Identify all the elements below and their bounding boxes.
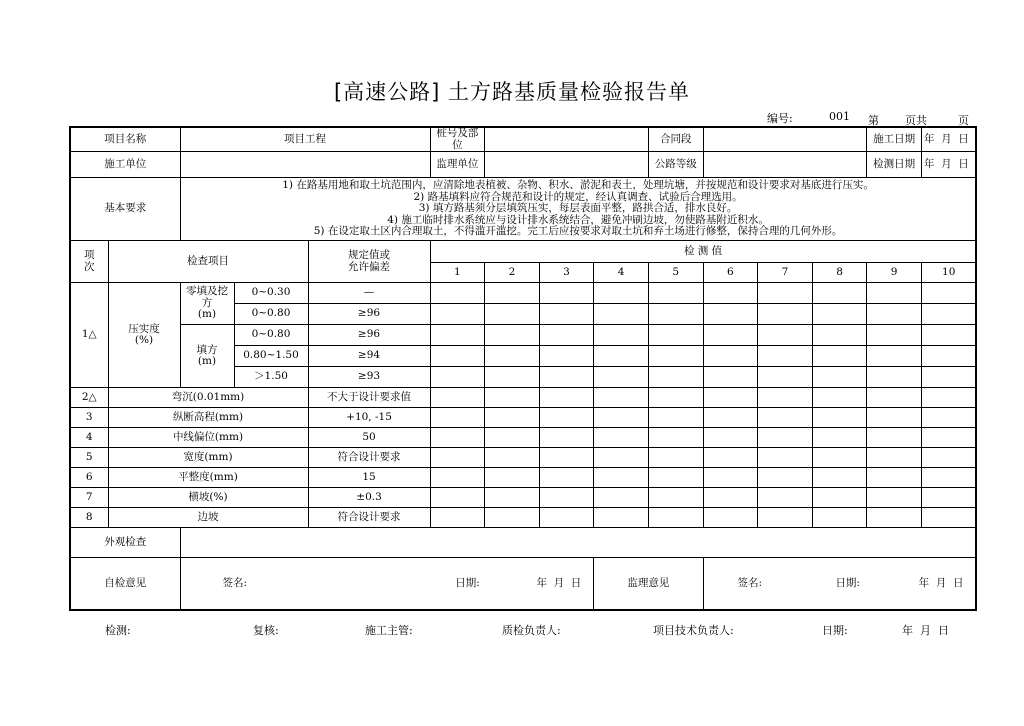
fill-label: 填方 (m)	[180, 325, 234, 388]
page-mid-text: 页共	[905, 114, 927, 127]
measurement-cell[interactable]	[921, 448, 976, 468]
spec-header: 规定值或 允许偏差	[308, 241, 430, 283]
item-no: 5	[70, 448, 108, 468]
measurement-cell[interactable]	[648, 408, 703, 428]
measurement-cell[interactable]	[648, 508, 703, 528]
measurement-cell[interactable]	[485, 428, 540, 448]
item-spec: 15	[308, 468, 430, 488]
measurement-cell[interactable]	[812, 367, 867, 388]
item-no: 3	[70, 408, 108, 428]
self-check-sign-label: 签名:	[222, 576, 248, 589]
measurement-cell[interactable]	[812, 283, 867, 304]
measurement-cell[interactable]	[485, 325, 540, 346]
table-row	[70, 468, 976, 488]
footer-inspector: 检测:	[105, 624, 131, 637]
spec-cell: ≥96	[308, 304, 430, 325]
measurement-cell[interactable]	[867, 408, 922, 428]
measurement-cell[interactable]	[648, 448, 703, 468]
item-spec: +10, -15	[308, 408, 430, 428]
measurement-cell[interactable]	[867, 283, 922, 304]
measured-values-header: 检 测 值	[430, 241, 976, 263]
measurement-cell[interactable]	[921, 488, 976, 508]
footer-qc-manager: 质检负责人:	[502, 624, 561, 637]
check-item-header: 检查项目	[108, 241, 308, 283]
measurement-cell[interactable]	[703, 468, 758, 488]
measurement-cell[interactable]	[758, 448, 813, 468]
item-name: 横坡(%)	[108, 488, 308, 508]
measurement-cell[interactable]	[594, 448, 649, 468]
spec-cell: —	[308, 283, 430, 304]
measurement-cell[interactable]	[758, 367, 813, 388]
measurement-cell[interactable]	[539, 508, 594, 528]
measurement-cell[interactable]	[921, 388, 976, 408]
measurement-cell[interactable]	[812, 448, 867, 468]
measurement-cell[interactable]	[648, 304, 703, 325]
item-name: 中线偏位(mm)	[108, 428, 308, 448]
measurement-cell[interactable]	[594, 428, 649, 448]
footer-date-label: 日期:	[822, 624, 848, 637]
measurement-cell[interactable]	[921, 346, 976, 367]
measurement-cell[interactable]	[430, 325, 485, 346]
measurement-number-header: 1	[430, 263, 485, 283]
measurement-cell[interactable]	[594, 283, 649, 304]
requirement-line: 3) 填方路基须分层填筑压实，每层表面平整，路拱合适，排水良好。	[418, 202, 738, 215]
supervision-box[interactable]	[703, 558, 976, 610]
table-row	[70, 388, 976, 408]
project-name-value[interactable]: 项目工程	[180, 127, 430, 152]
depth-cell: ＞1.50	[234, 367, 308, 388]
zero-fill-label: 零填及挖 方 (m)	[180, 283, 234, 325]
station-label: 桩号及部位	[430, 127, 485, 152]
measurement-cell[interactable]	[594, 488, 649, 508]
item-no: 7	[70, 488, 108, 508]
measurement-cell[interactable]	[703, 488, 758, 508]
measurement-cell[interactable]	[921, 428, 976, 448]
footer-site-manager: 施工主管:	[365, 624, 413, 637]
supervision-label: 监理意见	[594, 558, 703, 610]
footer-date-ymd: 年 月 日	[902, 624, 949, 637]
item-name: 纵断高程(mm)	[108, 408, 308, 428]
appearance-value[interactable]	[180, 528, 976, 558]
measurement-cell[interactable]	[648, 346, 703, 367]
report-number-value: 001	[829, 110, 850, 123]
footer-tech-manager: 项目技术负责人:	[653, 624, 734, 637]
table-row	[70, 508, 976, 528]
project-name-label: 项目名称	[70, 127, 180, 152]
supervisor-label: 监理单位	[430, 152, 485, 178]
measurement-number-header: 8	[812, 263, 867, 283]
construction-date-value[interactable]: 年 月 日	[921, 127, 976, 152]
measurement-cell[interactable]	[430, 304, 485, 325]
measurement-cell[interactable]	[485, 448, 540, 468]
measurement-cell[interactable]	[539, 388, 594, 408]
measurement-cell[interactable]	[758, 283, 813, 304]
measurement-cell[interactable]	[648, 488, 703, 508]
footer-reviewer: 复核:	[253, 624, 279, 637]
measurement-cell[interactable]	[485, 346, 540, 367]
measurement-number-header: 4	[594, 263, 649, 283]
measurement-cell[interactable]	[758, 408, 813, 428]
item-spec: 符合设计要求	[308, 448, 430, 468]
compaction-label: 压实度 (%)	[108, 283, 180, 388]
measurement-cell[interactable]	[594, 388, 649, 408]
measurement-cell[interactable]	[703, 508, 758, 528]
measurement-cell[interactable]	[703, 428, 758, 448]
table-row	[70, 408, 976, 428]
measurement-cell[interactable]	[758, 304, 813, 325]
depth-cell: 0~0.30	[234, 283, 308, 304]
item-no-header: 项 次	[70, 241, 108, 283]
road-grade-value[interactable]	[703, 152, 867, 178]
page-first-text: 第	[868, 114, 879, 127]
measurement-cell[interactable]	[867, 325, 922, 346]
table-row	[70, 448, 976, 468]
measurement-cell[interactable]	[812, 346, 867, 367]
measurement-cell[interactable]	[812, 508, 867, 528]
measurement-number-header: 7	[758, 263, 813, 283]
self-check-date-label: 日期:	[455, 576, 480, 589]
measurement-cell[interactable]	[648, 388, 703, 408]
measurement-cell[interactable]	[485, 304, 540, 325]
item-spec: ±0.3	[308, 488, 430, 508]
measurement-cell[interactable]	[430, 448, 485, 468]
measurement-cell[interactable]	[921, 283, 976, 304]
inspection-form-table	[69, 126, 977, 611]
item-no: 6	[70, 468, 108, 488]
contract-label: 合同段	[648, 127, 703, 152]
measurement-cell[interactable]	[539, 346, 594, 367]
spec-cell: ≥93	[308, 367, 430, 388]
compaction-item-no: 1△	[70, 283, 108, 388]
measurement-cell[interactable]	[921, 508, 976, 528]
table-row	[70, 428, 976, 448]
measurement-number-header: 10	[921, 263, 976, 283]
measurement-cell[interactable]	[539, 367, 594, 388]
measurement-cell[interactable]	[485, 367, 540, 388]
appearance-label: 外观检查	[70, 528, 180, 558]
page-last-text: 页	[958, 114, 969, 127]
measurement-cell[interactable]	[648, 468, 703, 488]
measurement-cell[interactable]	[812, 408, 867, 428]
measurement-cell[interactable]	[485, 408, 540, 428]
measurement-cell[interactable]	[430, 468, 485, 488]
supervision-date-label: 日期:	[835, 576, 860, 589]
measurement-cell[interactable]	[812, 388, 867, 408]
measurement-cell[interactable]	[703, 346, 758, 367]
depth-cell: 0.80~1.50	[234, 346, 308, 367]
item-spec: 不大于设计要求值	[308, 388, 430, 408]
self-check-label: 自检意见	[70, 558, 180, 610]
item-spec: 符合设计要求	[308, 508, 430, 528]
measurement-cell[interactable]	[430, 488, 485, 508]
table-row	[70, 488, 976, 508]
measurement-cell[interactable]	[867, 508, 922, 528]
measurement-cell[interactable]	[594, 508, 649, 528]
measurement-cell[interactable]	[594, 367, 649, 388]
item-name: 平整度(mm)	[108, 468, 308, 488]
measurement-cell[interactable]	[539, 283, 594, 304]
supervision-date-ymd: 年 月 日	[918, 576, 964, 589]
report-number-label: 编号:	[767, 112, 793, 125]
measurement-cell[interactable]	[867, 367, 922, 388]
self-check-box[interactable]	[180, 558, 594, 610]
contractor-value[interactable]	[180, 152, 430, 178]
depth-cell: 0~0.80	[234, 325, 308, 346]
measurement-cell[interactable]	[485, 488, 540, 508]
measurement-cell[interactable]	[430, 346, 485, 367]
measurement-cell[interactable]	[758, 488, 813, 508]
measurement-cell[interactable]	[703, 283, 758, 304]
measurement-cell[interactable]	[758, 428, 813, 448]
measurement-cell[interactable]	[648, 428, 703, 448]
measurement-cell[interactable]	[648, 283, 703, 304]
construction-date-label: 施工日期	[867, 127, 922, 152]
measurement-cell[interactable]	[594, 304, 649, 325]
measurement-cell[interactable]	[867, 388, 922, 408]
measurement-cell[interactable]	[921, 408, 976, 428]
item-name: 弯沉(0.01mm)	[108, 388, 308, 408]
measurement-cell[interactable]	[921, 468, 976, 488]
measurement-cell[interactable]	[867, 448, 922, 468]
measurement-cell[interactable]	[648, 367, 703, 388]
measurement-cell[interactable]	[703, 388, 758, 408]
measurement-cell[interactable]	[703, 448, 758, 468]
page-title: [高速公路] 土方路基质量检验报告单	[333, 80, 691, 104]
measurement-cell[interactable]	[594, 468, 649, 488]
measurement-cell[interactable]	[485, 508, 540, 528]
measurement-cell[interactable]	[812, 428, 867, 448]
measurement-cell[interactable]	[430, 408, 485, 428]
measurement-cell[interactable]	[539, 448, 594, 468]
requirement-line: 4) 施工临时排水系统应与设计排水系统结合，避免冲刷边坡，勿使路基附近积水。	[387, 213, 769, 226]
measurement-cell[interactable]	[430, 388, 485, 408]
item-spec: 50	[308, 428, 430, 448]
test-date-label: 检测日期	[867, 152, 922, 178]
measurement-cell[interactable]	[539, 304, 594, 325]
measurement-cell[interactable]	[867, 428, 922, 448]
measurement-cell[interactable]	[594, 325, 649, 346]
measurement-cell[interactable]	[867, 346, 922, 367]
measurement-cell[interactable]	[921, 325, 976, 346]
contract-value[interactable]	[703, 127, 867, 152]
measurement-cell[interactable]	[867, 304, 922, 325]
road-grade-label: 公路等级	[648, 152, 703, 178]
measurement-cell[interactable]	[539, 408, 594, 428]
measurement-cell[interactable]	[594, 408, 649, 428]
item-no: 4	[70, 428, 108, 448]
measurement-cell[interactable]	[812, 468, 867, 488]
supervision-sign-label: 签名:	[737, 576, 763, 589]
measurement-cell[interactable]	[703, 325, 758, 346]
table-row	[70, 325, 976, 346]
measurement-cell[interactable]	[430, 367, 485, 388]
measurement-cell[interactable]	[867, 488, 922, 508]
measurement-cell[interactable]	[758, 346, 813, 367]
table-row	[70, 283, 976, 304]
measurement-cell[interactable]	[703, 408, 758, 428]
item-name: 边坡	[108, 508, 308, 528]
requirements-text	[180, 178, 976, 241]
measurement-cell[interactable]	[485, 388, 540, 408]
measurement-cell[interactable]	[485, 468, 540, 488]
measurement-cell[interactable]	[485, 283, 540, 304]
contractor-label: 施工单位	[70, 152, 180, 178]
measurement-cell[interactable]	[812, 304, 867, 325]
depth-cell: 0~0.80	[234, 304, 308, 325]
measurement-cell[interactable]	[539, 488, 594, 508]
measurement-cell[interactable]	[921, 367, 976, 388]
measurement-cell[interactable]	[812, 488, 867, 508]
measurement-cell[interactable]	[758, 508, 813, 528]
measurement-cell[interactable]	[921, 304, 976, 325]
measurement-cell[interactable]	[703, 367, 758, 388]
measurement-number-header: 5	[648, 263, 703, 283]
measurement-cell[interactable]	[539, 428, 594, 448]
test-date-value[interactable]: 年 月 日	[921, 152, 976, 178]
supervisor-value[interactable]	[485, 152, 649, 178]
measurement-cell[interactable]	[703, 304, 758, 325]
item-no: 2△	[70, 388, 108, 408]
measurement-cell[interactable]	[758, 468, 813, 488]
spec-cell: ≥94	[308, 346, 430, 367]
measurement-cell[interactable]	[758, 388, 813, 408]
measurement-cell[interactable]	[539, 325, 594, 346]
measurement-cell[interactable]	[867, 468, 922, 488]
requirements-label: 基本要求	[70, 178, 180, 241]
measurement-cell[interactable]	[594, 346, 649, 367]
measurement-cell[interactable]	[430, 428, 485, 448]
requirement-line: 2) 路基填料应符合规范和设计的规定，经认真调查、试验后合理选用。	[413, 190, 743, 203]
measurement-cell[interactable]	[430, 508, 485, 528]
measurement-number-header: 2	[485, 263, 540, 283]
measurement-number-header: 3	[539, 263, 594, 283]
measurement-cell[interactable]	[812, 325, 867, 346]
self-check-date-ymd: 年 月 日	[536, 576, 582, 589]
measurement-number-header: 9	[867, 263, 922, 283]
station-value[interactable]	[485, 127, 649, 152]
spec-cell: ≥96	[308, 325, 430, 346]
item-name: 宽度(mm)	[108, 448, 308, 468]
measurement-cell[interactable]	[430, 283, 485, 304]
item-no: 8	[70, 508, 108, 528]
measurement-cell[interactable]	[758, 325, 813, 346]
requirement-line: 1) 在路基用地和取土坑范围内，应清除地表植被、杂物、积水、淤泥和表土，处理坑塘，并按规范和设计要求对基底进行压实。	[282, 179, 874, 192]
measurement-cell[interactable]	[648, 325, 703, 346]
measurement-cell[interactable]	[539, 468, 594, 488]
measurement-number-header: 6	[703, 263, 758, 283]
requirement-line: 5) 在设定取土区内合理取土，不得滥开滥挖。完工后应按要求对取土坑和弃土场进行修整，保持合理的几何外形。	[313, 225, 843, 238]
